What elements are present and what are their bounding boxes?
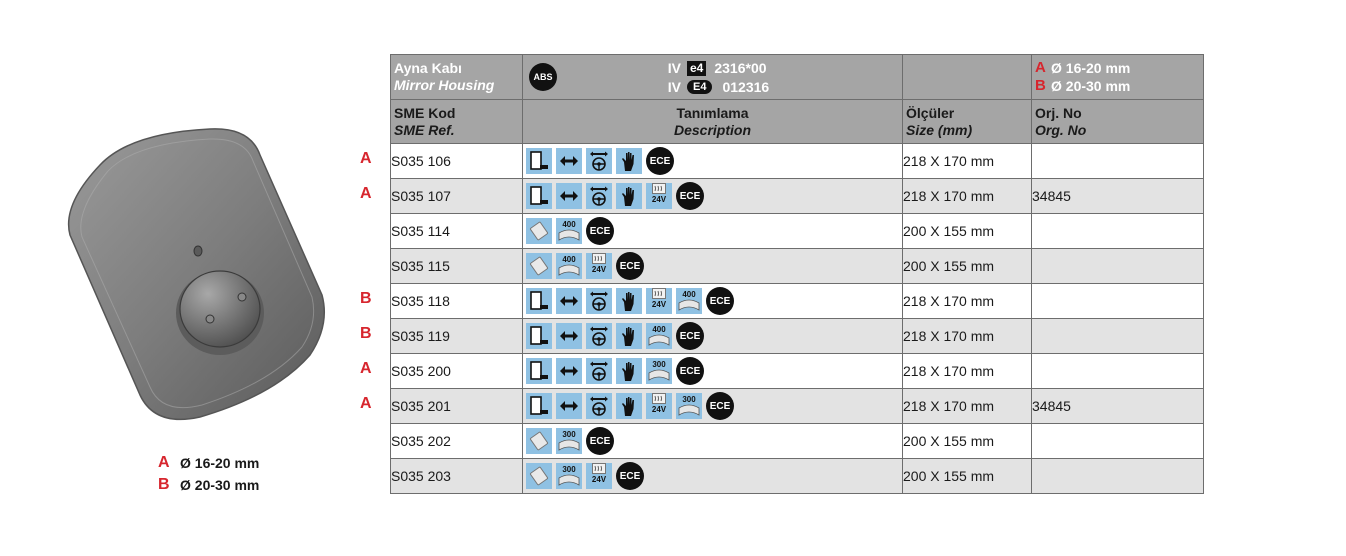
description-icons-cell [523, 214, 903, 249]
radius-value: 400 [562, 255, 576, 264]
radius-value: 300 [562, 465, 576, 474]
horizontal-adjust-icon [556, 323, 582, 349]
flat-glass-icon [526, 463, 552, 489]
manual-adjust-hand-icon [616, 148, 642, 174]
table-row [391, 249, 1204, 284]
voltage-label: 24V [651, 405, 667, 414]
heated-24v-icon [646, 288, 672, 314]
orig-no-cell [1032, 319, 1204, 354]
manual-adjust-hand-icon [616, 183, 642, 209]
radius-value: 300 [682, 395, 696, 404]
flat-glass-icon [526, 218, 552, 244]
description-icons-cell [523, 144, 903, 179]
sme-code-cell: S035 118 [391, 284, 523, 319]
ece-approval-icon: ECE [676, 357, 704, 385]
manual-adjust-hand-icon [616, 288, 642, 314]
mirror-arm-icon [526, 288, 552, 314]
horizontal-adjust-icon [556, 183, 582, 209]
orig-no-cell [1032, 249, 1204, 284]
description-column-header [523, 100, 903, 144]
size-cell: 200 X 155 mm [903, 424, 1032, 459]
sme-code-cell: S035 200 [391, 354, 523, 389]
sme-code-cell: S035 119 [391, 319, 523, 354]
table-row [391, 319, 1204, 354]
empty-header-cell [903, 55, 1032, 100]
sme-code-cell: S035 115 [391, 249, 523, 284]
orig-no-cell: 34845 [1032, 179, 1204, 214]
legend-letter: A [158, 454, 170, 471]
heated-24v-icon [646, 393, 672, 419]
radius-value: 300 [652, 360, 666, 369]
mirror-arm-icon [526, 183, 552, 209]
code-column-header [391, 100, 523, 144]
column-title: Orj. No [1035, 104, 1082, 121]
ece-approval-icon: ECE [616, 462, 644, 490]
driver-adjust-icon [586, 148, 612, 174]
table-row [391, 424, 1204, 459]
size-cell: 200 X 155 mm [903, 249, 1032, 284]
housing-subtitle: Mirror Housing [394, 77, 495, 93]
approval-class: IV [667, 79, 681, 95]
horizontal-adjust-icon [556, 148, 582, 174]
ece-approval-icon: ECE [646, 147, 674, 175]
sme-code-cell: S035 114 [391, 214, 523, 249]
row-diameter-letter: B [360, 325, 372, 342]
manual-adjust-hand-icon [616, 323, 642, 349]
radius-value: 400 [652, 325, 666, 334]
column-title: SME Kod [394, 104, 456, 121]
size-cell: 218 X 170 mm [903, 354, 1032, 389]
radius-300-icon [646, 358, 672, 384]
table-row [391, 214, 1204, 249]
flat-glass-icon [526, 253, 552, 279]
column-title: Tanımlama [676, 104, 749, 121]
heated-24v-icon [586, 463, 612, 489]
legend-text: Ø 20-30 mm [180, 477, 260, 493]
driver-adjust-icon [586, 288, 612, 314]
row-diameter-letter: A [360, 150, 372, 167]
orig-column-header [1032, 100, 1204, 144]
description-icons-cell [523, 354, 903, 389]
diameter-value: Ø 16-20 mm [1051, 60, 1131, 76]
legend-letter: B [158, 476, 170, 493]
approval-line-2 [653, 79, 769, 95]
size-cell: 218 X 170 mm [903, 284, 1032, 319]
mirror-arm-icon [526, 358, 552, 384]
mirror-arm-icon [526, 323, 552, 349]
ece-approval-icon: ECE [616, 252, 644, 280]
legend-row-b [158, 474, 259, 496]
ece-approval-icon: ECE [586, 427, 614, 455]
voltage-label: 24V [651, 195, 667, 204]
driver-adjust-icon [586, 323, 612, 349]
radius-300-icon [676, 393, 702, 419]
table-row [391, 389, 1204, 424]
horizontal-adjust-icon [556, 358, 582, 384]
sme-code-cell: S035 107 [391, 179, 523, 214]
size-cell: 200 X 155 mm [903, 214, 1032, 249]
column-subtitle: Org. No [1035, 121, 1087, 138]
mirror-arm-icon [526, 148, 552, 174]
radius-400-icon [676, 288, 702, 314]
abs-material-badge: ABS [529, 63, 557, 91]
ece-approval-icon: ECE [586, 217, 614, 245]
ece-approval-icon: ECE [676, 182, 704, 210]
product-table [390, 54, 1204, 494]
diameter-letter: B [1035, 77, 1046, 94]
approval-class: IV [667, 60, 681, 76]
table-row [391, 459, 1204, 494]
driver-adjust-icon [586, 393, 612, 419]
row-diameter-letter: A [360, 395, 372, 412]
radius-300-icon [556, 463, 582, 489]
orig-no-cell [1032, 459, 1204, 494]
diameter-letter: A [1035, 59, 1046, 76]
description-icons-cell [523, 424, 903, 459]
ece-approval-icon: ECE [676, 322, 704, 350]
description-icons-cell [523, 459, 903, 494]
column-title: Ölçüler [906, 104, 955, 121]
voltage-label: 24V [651, 300, 667, 309]
horizontal-adjust-icon [556, 288, 582, 314]
diameter-header [1032, 55, 1204, 100]
orig-no-cell [1032, 354, 1204, 389]
legend-row-a [158, 452, 259, 474]
orig-no-cell: 34845 [1032, 389, 1204, 424]
e4-mark-icon: e4 [687, 61, 706, 76]
sme-code-cell: S035 106 [391, 144, 523, 179]
column-subtitle: Description [673, 121, 751, 138]
housing-header [391, 55, 523, 100]
sme-code-cell: S035 202 [391, 424, 523, 459]
size-cell: 218 X 170 mm [903, 319, 1032, 354]
approval-code: 012316 [722, 79, 770, 95]
voltage-label: 24V [591, 265, 607, 274]
manual-adjust-hand-icon [616, 393, 642, 419]
voltage-label: 24V [591, 475, 607, 484]
heated-24v-icon [586, 253, 612, 279]
diameter-legend [158, 452, 259, 496]
row-diameter-letter: A [360, 185, 372, 202]
mirror-arm-icon [526, 393, 552, 419]
ece-approval-icon: ECE [706, 287, 734, 315]
diameter-value: Ø 20-30 mm [1051, 78, 1131, 94]
column-subtitle: SME Ref. [394, 121, 455, 138]
table-row [391, 144, 1204, 179]
header-row-top [391, 55, 1204, 100]
manual-adjust-hand-icon [616, 358, 642, 384]
ece-approval-icon: ECE [706, 392, 734, 420]
row-diameter-letter: B [360, 290, 372, 307]
radius-300-icon [556, 428, 582, 454]
horizontal-adjust-icon [556, 393, 582, 419]
housing-title: Ayna Kabı [394, 60, 462, 76]
table-row [391, 284, 1204, 319]
mirror-housing-image [60, 125, 330, 425]
size-cell: 218 X 170 mm [903, 179, 1032, 214]
radius-value: 400 [562, 220, 576, 229]
size-cell: 218 X 170 mm [903, 389, 1032, 424]
radius-400-icon [556, 218, 582, 244]
orig-no-cell [1032, 284, 1204, 319]
table-row [391, 354, 1204, 389]
flat-glass-icon [526, 428, 552, 454]
legend-text: Ø 16-20 mm [180, 455, 260, 471]
approvals-header [523, 55, 903, 100]
row-diameter-letter: A [360, 360, 372, 377]
sme-code-cell: S035 203 [391, 459, 523, 494]
driver-adjust-icon [586, 358, 612, 384]
description-icons-cell [523, 319, 903, 354]
size-cell: 200 X 155 mm [903, 459, 1032, 494]
approval-line-1 [653, 60, 767, 76]
table-row [391, 179, 1204, 214]
description-icons-cell [523, 389, 903, 424]
size-cell: 218 X 170 mm [903, 144, 1032, 179]
driver-adjust-icon [586, 183, 612, 209]
e4-oval-mark-icon: E4 [687, 80, 712, 94]
radius-value: 300 [562, 430, 576, 439]
approval-code: 2316*00 [714, 60, 767, 76]
orig-no-cell [1032, 214, 1204, 249]
column-subtitle: Size (mm) [906, 121, 973, 138]
description-icons-cell [523, 249, 903, 284]
radius-400-icon [556, 253, 582, 279]
size-column-header [903, 100, 1032, 144]
radius-400-icon [646, 323, 672, 349]
description-icons-cell [523, 179, 903, 214]
radius-value: 400 [682, 290, 696, 299]
header-row-columns [391, 100, 1204, 144]
heated-24v-icon [646, 183, 672, 209]
orig-no-cell [1032, 424, 1204, 459]
sme-code-cell: S035 201 [391, 389, 523, 424]
description-icons-cell [523, 284, 903, 319]
orig-no-cell [1032, 144, 1204, 179]
